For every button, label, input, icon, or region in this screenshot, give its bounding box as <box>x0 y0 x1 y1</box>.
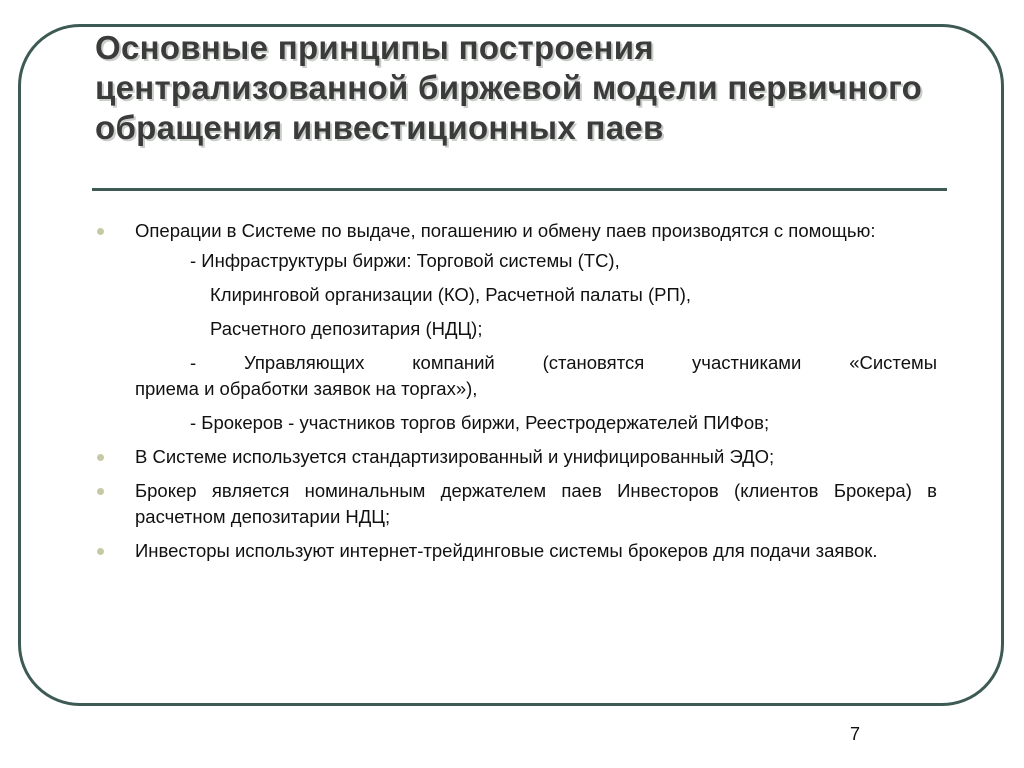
sub-item-1-line-2: Клиринговой организации (КО), Расчетной палаты (РП), <box>210 284 692 305</box>
bullet-item-2 <box>95 444 937 470</box>
bullet-item-1 <box>95 218 937 244</box>
sub-item-1-line-1: - Инфраструктуры биржи: Торговой системы (ТС), <box>190 250 620 271</box>
bullet-dot-icon <box>97 454 104 461</box>
sub-item-2-line-2: приема и обработки заявок на торгах»), <box>135 378 478 399</box>
sub-item-3-line-1: - Брокеров - участников торгов биржи, Реестродержателей ПИФов; <box>190 412 770 433</box>
bullet-text-1: Операции в Системе по выдаче, погашению и обмену паев производятся с помощью: <box>135 220 876 241</box>
bullet-item-4 <box>95 538 937 564</box>
bullet-dot-icon <box>97 488 104 495</box>
bullet-text-3: Брокер является номинальным держателем паев Инвесторов (клиентов Брокера) в расчетном депозитарии НДЦ; <box>135 480 937 527</box>
bullet-dot-icon <box>97 548 104 555</box>
page-number: 7 <box>850 724 861 744</box>
bullet-text-4: Инвесторы используют интернет-трейдинговые системы брокеров для подачи заявок. <box>135 540 878 561</box>
title-underline <box>92 188 947 191</box>
sub-item-infrastructure <box>95 248 937 342</box>
sub-item-brokers <box>95 410 937 436</box>
sub-item-1-line-3: Расчетного депозитария (НДЦ); <box>210 318 483 339</box>
sub-item-management-companies <box>95 350 937 402</box>
bullet-item-3 <box>95 478 937 530</box>
bullet-dot-icon <box>97 228 104 235</box>
slide-title: Основные принципы построения централизованной биржевой модели первичного обращения инвестиционных паев <box>95 29 923 146</box>
slide-content <box>95 218 937 568</box>
sub-item-2-line-1: - Управляющих компаний (становятся участниками «Системы <box>190 352 937 373</box>
bullet-text-2: В Системе используется стандартизированный и унифицированный ЭДО; <box>135 446 775 467</box>
